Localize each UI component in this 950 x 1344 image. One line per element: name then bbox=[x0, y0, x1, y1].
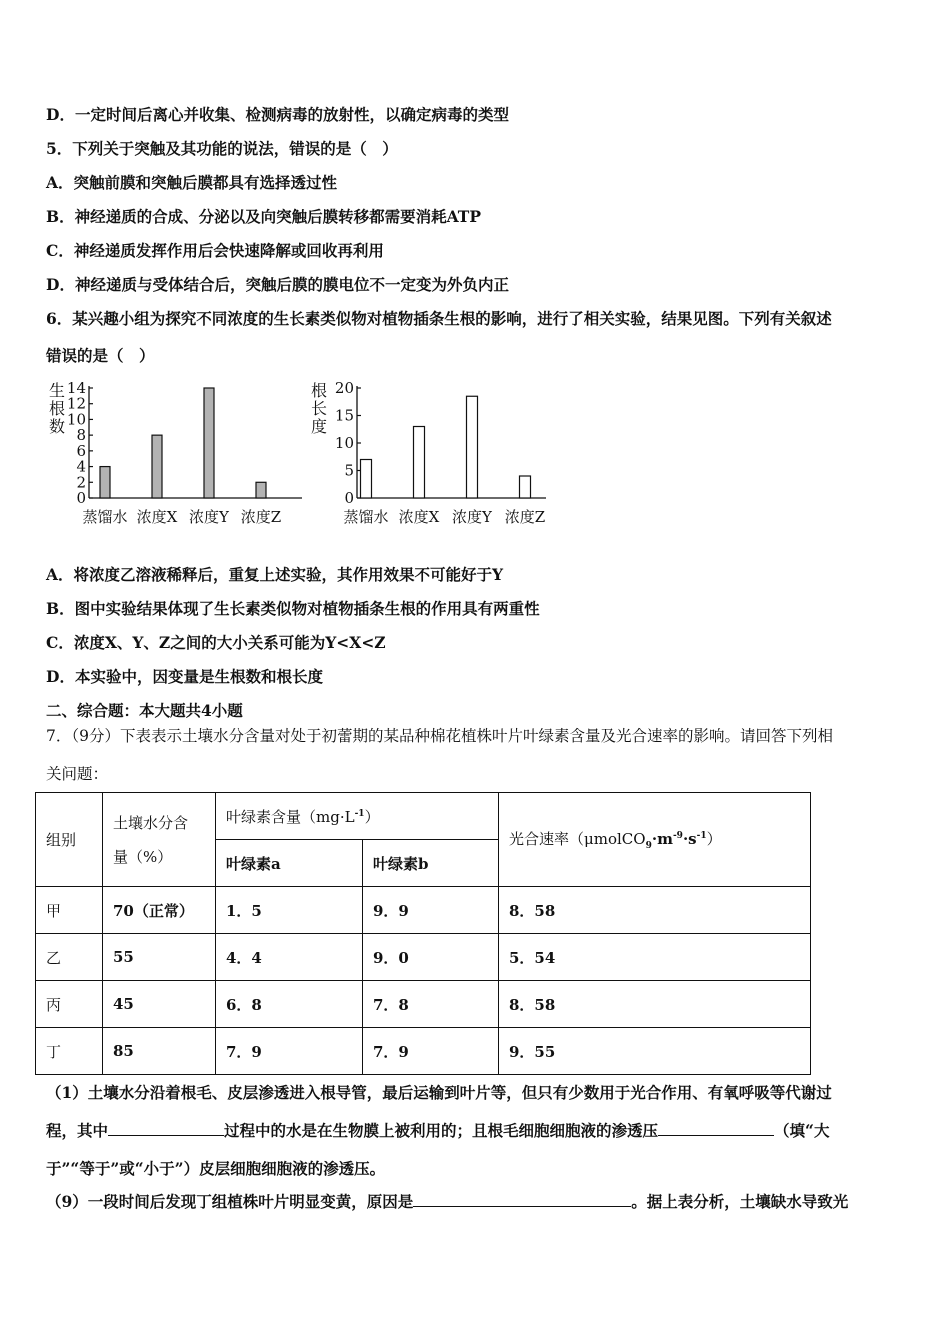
cell-rate: 5．54 bbox=[499, 934, 811, 981]
x-tick-label: 浓度Y bbox=[189, 508, 229, 526]
y-tick-label: 4 bbox=[76, 457, 86, 476]
y-tick-label: 20 bbox=[334, 379, 354, 397]
ylabel-char: 根 bbox=[310, 381, 328, 400]
cell-chl-b: 9．9 bbox=[363, 887, 499, 934]
x-tick-label: 蒸馏水 bbox=[343, 508, 389, 526]
option-6a: A．将浓度乙溶液稀释后，重复上述实验，其作用效果不可能好于Y bbox=[46, 565, 504, 584]
cell-group: 乙 bbox=[36, 934, 103, 981]
y-tick-label: 2 bbox=[76, 473, 86, 492]
y-tick-label: 14 bbox=[66, 379, 86, 397]
cell-group: 甲 bbox=[36, 887, 103, 934]
unit-sup: -1 bbox=[696, 831, 707, 841]
answer-blank-1[interactable] bbox=[108, 1121, 224, 1136]
header-chlorophyll-a: 叶绿素a bbox=[216, 840, 363, 887]
bar bbox=[100, 467, 110, 498]
data-table bbox=[35, 792, 811, 1075]
answer-blank-3[interactable] bbox=[413, 1192, 631, 1207]
y-tick-label: 5 bbox=[344, 461, 354, 480]
unit-sup: -1 bbox=[354, 808, 365, 819]
y-tick-label: 8 bbox=[76, 426, 86, 445]
option-4d: D．一定时间后离心并收集、检测病毒的放射性，以确定病毒的类型 bbox=[46, 105, 509, 124]
subquestion-2-text-a: （9）一段时间后发现丁组植株叶片明显变黄，原因是 bbox=[46, 1192, 414, 1211]
table-row bbox=[36, 934, 811, 981]
option-6c: C．浓度X、Y、Z之间的大小关系可能为Y<X<Z bbox=[46, 633, 386, 652]
chart-root-count-ylabel bbox=[49, 381, 65, 436]
table-row bbox=[36, 981, 811, 1028]
subquestion-2-line1 bbox=[46, 1190, 848, 1212]
cell-chl-a: 7．9 bbox=[216, 1028, 363, 1075]
bar bbox=[152, 435, 162, 498]
chart-root-count bbox=[40, 376, 310, 532]
unit-s: ·s bbox=[682, 830, 697, 848]
option-6b: B．图中实验结果体现了生长素类似物对植物插条生根的作用具有两重性 bbox=[46, 599, 540, 618]
cell-water: 70（正常） bbox=[103, 887, 216, 934]
header-soil-water-line1: 土壤水分含 bbox=[113, 813, 189, 832]
cell-group: 丁 bbox=[36, 1028, 103, 1075]
question-7-line2: 关问题： bbox=[46, 765, 109, 783]
cell-rate: 9．55 bbox=[499, 1028, 811, 1075]
option-6d: D．本实验中，因变量是生根数和根长度 bbox=[46, 667, 323, 686]
cell-group: 丙 bbox=[36, 981, 103, 1028]
y-tick-label: 15 bbox=[334, 406, 354, 425]
header-group: 组别 bbox=[36, 793, 103, 887]
y-tick-label: 6 bbox=[76, 441, 86, 460]
subquestion-2-text-b: 。据上表分析，土壤缺水导致光 bbox=[631, 1192, 849, 1211]
subquestion-1-text-a: 程，其中 bbox=[46, 1121, 109, 1140]
unit-sub: 9 bbox=[645, 841, 652, 851]
ylabel-char: 数 bbox=[48, 417, 66, 436]
y-tick-label: 10 bbox=[66, 410, 86, 429]
question-6-line2: 错误的是（ ） bbox=[46, 346, 155, 365]
option-5b: B．神经递质的合成、分泌以及向突触后膜转移都需要消耗ATP bbox=[46, 207, 481, 226]
ylabel-char: 根 bbox=[48, 399, 66, 418]
bar bbox=[256, 482, 266, 498]
header-chlorophyll bbox=[216, 793, 499, 840]
subquestion-1-line2 bbox=[46, 1119, 829, 1141]
cell-chl-b: 7．9 bbox=[363, 1028, 499, 1075]
bar bbox=[414, 427, 425, 499]
bar bbox=[361, 460, 372, 499]
x-tick-label: 浓度X bbox=[398, 508, 440, 526]
option-5a: A．突触前膜和突触后膜都具有选择透过性 bbox=[46, 173, 338, 192]
header-chlorophyll-label: 叶绿素含量（mg·L bbox=[226, 807, 355, 826]
y-tick-label: 0 bbox=[344, 489, 354, 507]
option-5d: D．神经递质与受体结合后，突触后膜的膜电位不一定变为外负内正 bbox=[46, 275, 509, 294]
x-tick-label: 蒸馏水 bbox=[82, 508, 128, 526]
subquestion-1-text-c: （填“大 bbox=[774, 1121, 830, 1140]
x-tick-label: 浓度X bbox=[136, 508, 178, 526]
cell-chl-a: 1．5 bbox=[216, 887, 363, 934]
cell-chl-a: 6．8 bbox=[216, 981, 363, 1028]
header-rate-close: ） bbox=[706, 830, 722, 848]
header-soil-water-line2: 量（%） bbox=[113, 847, 173, 866]
header-soil-water bbox=[103, 793, 216, 887]
cell-chl-b: 9．0 bbox=[363, 934, 499, 981]
cell-chl-b: 7．8 bbox=[363, 981, 499, 1028]
section-2-heading: 二、综合题：本大题共4小题 bbox=[46, 701, 243, 720]
x-tick-label: 浓度Z bbox=[504, 508, 546, 526]
chart-root-length-ylabel bbox=[311, 381, 327, 436]
subquestion-1-text-b: 过程中的水是在生物膜上被利用的；且根毛细胞细胞液的渗透压 bbox=[224, 1121, 659, 1140]
cell-water: 55 bbox=[103, 934, 216, 981]
unit-sup: -9 bbox=[672, 831, 683, 841]
cell-water: 45 bbox=[103, 981, 216, 1028]
question-6-line1: 6．某兴趣小组为探究不同浓度的生长素类似物对植物插条生根的影响，进行了相关实验，结果见图。下列有关叙述 bbox=[46, 309, 832, 328]
y-tick-label: 0 bbox=[76, 489, 86, 507]
unit-m: ·m bbox=[651, 830, 673, 848]
bar bbox=[467, 396, 478, 498]
chart-root-length bbox=[306, 376, 576, 532]
subquestion-1-line3: 于”“等于”或“小于”）皮层细胞细胞液的渗透压。 bbox=[46, 1159, 386, 1178]
header-photosynthesis-rate bbox=[499, 793, 811, 887]
cell-rate: 8．58 bbox=[499, 981, 811, 1028]
header-rate-label: 光合速率（μmolCO bbox=[509, 830, 646, 848]
y-tick-label: 10 bbox=[334, 434, 354, 452]
bar bbox=[204, 388, 214, 498]
bar bbox=[520, 476, 531, 498]
ylabel-char: 度 bbox=[310, 417, 328, 436]
ylabel-char: 生 bbox=[48, 381, 66, 400]
cell-chl-a: 4．4 bbox=[216, 934, 363, 981]
x-tick-label: 浓度Z bbox=[240, 508, 282, 526]
header-chlorophyll-b: 叶绿素b bbox=[363, 840, 499, 887]
option-5c: C．神经递质发挥作用后会快速降解或回收再利用 bbox=[46, 241, 384, 260]
question-5: 5．下列关于突触及其功能的说法，错误的是（ ） bbox=[46, 139, 398, 158]
question-7-line1: 7．（9分）下表表示土壤水分含量对处于初蕾期的某品种棉花植株叶片叶绿素含量及光合速率的影响。请回答下列相 bbox=[46, 727, 833, 745]
ylabel-char: 长 bbox=[310, 399, 328, 418]
table-row bbox=[36, 1028, 811, 1075]
subquestion-1-line1: （1）土壤水分沿着根毛、皮层渗透进入根导管，最后运输到叶片等，但只有少数用于光合作用、有氧呼吸等代谢过 bbox=[46, 1083, 832, 1102]
x-tick-label: 浓度Y bbox=[452, 508, 492, 526]
header-chlorophyll-close: ） bbox=[364, 807, 380, 826]
y-tick-label: 12 bbox=[66, 394, 86, 413]
table-row bbox=[36, 887, 811, 934]
cell-rate: 8．58 bbox=[499, 887, 811, 934]
answer-blank-2[interactable] bbox=[658, 1121, 774, 1136]
cell-water: 85 bbox=[103, 1028, 216, 1075]
